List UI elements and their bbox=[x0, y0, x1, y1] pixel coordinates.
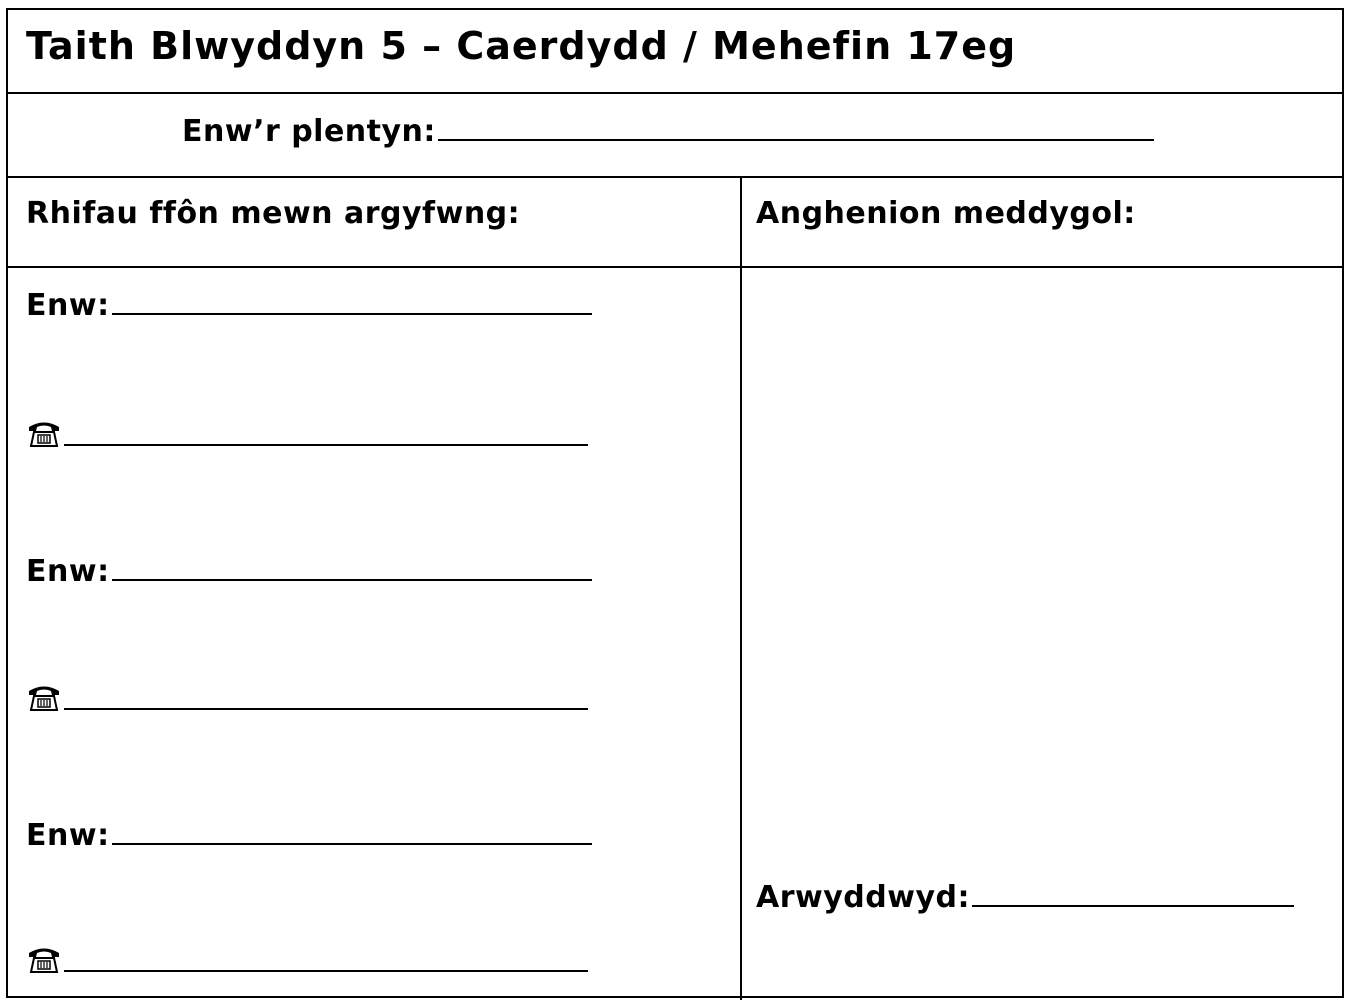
telephone-icon bbox=[26, 682, 62, 712]
contact-phone-field[interactable] bbox=[64, 969, 588, 972]
telephone-icon bbox=[26, 418, 62, 448]
medical-header: Anghenion meddygol: bbox=[756, 196, 1136, 231]
divider bbox=[8, 176, 1342, 178]
contact-phone-field[interactable] bbox=[64, 707, 588, 710]
contact-name-field[interactable] bbox=[112, 312, 592, 315]
column-divider bbox=[740, 176, 742, 1000]
contact-name-row bbox=[26, 554, 592, 589]
trip-form bbox=[6, 8, 1344, 998]
child-name-field[interactable] bbox=[438, 138, 1154, 141]
contact-phone-row bbox=[26, 418, 588, 454]
child-name-label: Enw’r plentyn: bbox=[182, 114, 436, 149]
emergency-header: Rhifau ffôn mewn argyfwng: bbox=[26, 196, 521, 231]
contact-name-field[interactable] bbox=[112, 842, 592, 845]
child-name-row bbox=[182, 114, 1154, 149]
medical-needs-field[interactable] bbox=[744, 270, 1340, 850]
telephone-icon bbox=[26, 944, 62, 974]
contact-phone-field[interactable] bbox=[64, 443, 588, 446]
form-title: Taith Blwyddyn 5 – Caerdydd / Mehefin 17eg bbox=[26, 24, 1017, 68]
contact-phone-row bbox=[26, 682, 588, 718]
signature-field[interactable] bbox=[972, 904, 1294, 907]
contact-name-field[interactable] bbox=[112, 578, 592, 581]
signature-row bbox=[756, 880, 1294, 915]
contact-name-row bbox=[26, 818, 592, 853]
contact-name-row bbox=[26, 288, 592, 323]
divider bbox=[8, 92, 1342, 94]
contact-name-label: Enw: bbox=[26, 818, 110, 853]
contact-name-label: Enw: bbox=[26, 288, 110, 323]
contact-phone-row bbox=[26, 944, 588, 980]
contact-name-label: Enw: bbox=[26, 554, 110, 589]
signature-label: Arwyddwyd: bbox=[756, 880, 970, 915]
divider bbox=[8, 266, 1342, 268]
